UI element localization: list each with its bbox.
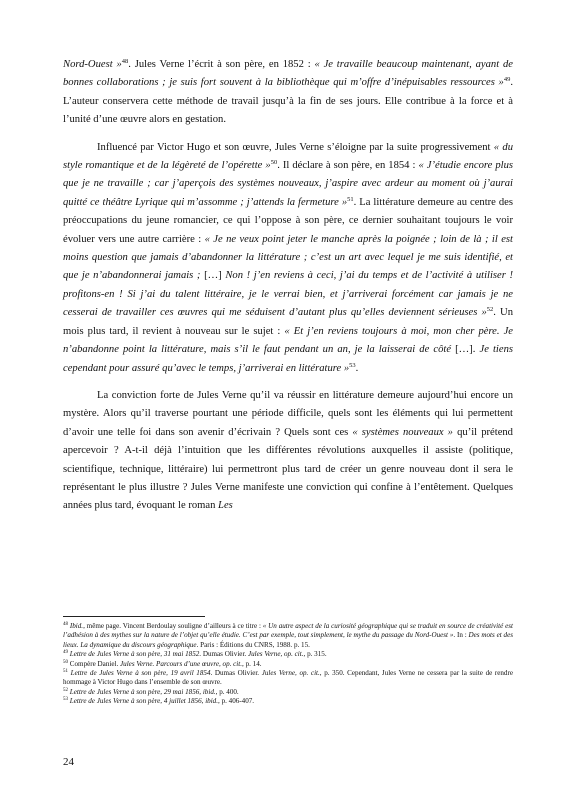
italic-text: Les <box>218 500 233 512</box>
footnote-reference: 53 <box>63 697 68 703</box>
paragraph-continuation <box>63 56 513 130</box>
text-run: , p. 14. <box>242 659 262 668</box>
paragraph-hugo-influence <box>63 139 513 378</box>
text-run: Influencé par Victor Hugo et son œuvre, Jules Verne s’éloigne par la suite progressivement <box>97 141 494 153</box>
footnote-reference: 52 <box>486 306 494 314</box>
text-run: La conviction forte de Jules Verne qu’il va réussir en littérature demeure aujourd’hui encore un mystère. Alors qu’il traverse pourtant une période difficile, quels sont les éléments qui lui permettent d’avoir une telle foi dans son avenir d’écrivain ? Quels sont ces <box>63 389 513 438</box>
footnote-50 <box>63 660 513 669</box>
text-run: . Paris : Éditions du CNRS, 1988. p. 15. <box>196 640 310 649</box>
text-run: , p. 406-407. <box>218 697 255 706</box>
footnote-48 <box>63 622 513 650</box>
italic-text: Non ! j’en reviens à ceci, j’ai du temps et de l’activité à utiliser ! profitons-en ! Si j’ai du talent littéraire, je le verrai bien, et j’arriverai forcément car jamais je ne cesserai de travailler ces œuvres qui me séduisent d’autant plus qu’elles deviennent sérieuses » <box>63 270 513 319</box>
italic-text: Des mots et des lieux. La dynamique du discours géographique <box>63 631 513 649</box>
body-text <box>63 56 513 525</box>
italic-text: « Un autre aspect de la curiosité géographique qui se traduit en source de créativité est l’adhésion à des mythes sur la nature de l’objet qu’elle étudie. C’est par exemple, tout simplement, le mythe du passage du Nord-Ouest » <box>63 622 513 640</box>
footnote-53 <box>63 697 513 706</box>
footnote-reference: 51 <box>63 669 68 675</box>
italic-text: Ibid. <box>69 622 84 630</box>
text-run: , même page. Vincent Berdoulay souligne d’ailleurs à ce titre : <box>83 622 263 630</box>
footnote-52 <box>63 688 513 697</box>
footnote-reference: 50 <box>63 659 68 665</box>
italic-text: « Et j’en reviens toujours à moi, mon cher père. Je n’abandonne point la littérature, mais s’il le faut pendant un an, je la laisserai de côté <box>63 325 513 356</box>
text-run: . <box>355 362 359 374</box>
paragraph-conviction <box>63 387 513 516</box>
text-run: […] <box>204 270 226 282</box>
footnote-reference: 48 <box>121 58 129 65</box>
text-run: , p. 315. <box>303 650 327 659</box>
italic-text: « Je ne veux point jeter le manche après la poignée ; loin de là ; il est moins question que jamais d’abandonner la littérature ; c’est un art avec lequel je me suis identifié, et que je n’abandonnerai jamais ; <box>63 233 513 282</box>
page-number: 24 <box>63 756 74 768</box>
text-run: . Il déclare à son père, en 1854 : <box>277 160 419 172</box>
text-run: . In : <box>453 631 469 640</box>
footnote-reference: 49 <box>63 650 68 656</box>
italic-text: Jules Verne, op. cit. <box>261 669 320 678</box>
footnotes <box>63 622 513 707</box>
footnote-reference: 50 <box>270 159 278 167</box>
footnote-51 <box>63 669 513 688</box>
text-run: . L’auteur conservera cette méthode de travail jusqu’à la fin de ses jours. Elle contribue à la force et à l’unité d’une œuvre alors en gestation. <box>63 77 513 126</box>
italic-text: Jules Verne. Parcours d’une œuvre, op. cit. <box>120 659 243 668</box>
italic-text: Lettre de Jules Verne à son père, 4 juillet 1856, ibid. <box>69 697 219 706</box>
text-run: , p. 350. Cependant, Jules Verne ne cessera par la suite de rendre hommage à Victor Hugo dans l’ensemble de son œuvre. <box>63 669 513 687</box>
text-run: , p. 400. <box>215 687 239 696</box>
text-run: Compère Daniel. <box>68 659 121 668</box>
italic-text: Je tiens cependant pour assuré qu’avec le temps, j’arriverai en littérature » <box>63 344 513 374</box>
footnote-reference: 49 <box>503 76 511 84</box>
italic-text: Lettre de Jules Verne à son père, 19 avril 1854 <box>70 669 211 678</box>
text-run: . Dumas Olivier. <box>210 669 262 678</box>
footnote-reference: 48 <box>63 622 68 627</box>
text-run: . Jules Verne l’écrit à son père, en 1852 : <box>128 59 315 70</box>
italic-text: « du style romantique et de la légèreté de l’opérette » <box>63 141 513 172</box>
italic-text: Lettre de Jules Verne à son père, 29 mai 1856, ibid. <box>69 687 216 696</box>
text-run: . Dumas Olivier. <box>199 650 248 659</box>
text-run: qu’il prétend apercevoir ? A-t-il déjà l’intuition que les différentes révolutions auxquelles il assiste (politique, scientifique, technique, littéraire) lui permettront plus tard de créer un genre nouveau dont il sera le représentant le plus illustre ? Jules Verne manifeste une conviction qui confine à l’entêtement. Quelques années plus tard, évoquant le roman <box>63 426 513 512</box>
text-run: . Un mois plus tard, il revient à nouveau sur le sujet : <box>63 307 513 337</box>
text-run: . La littérature demeure au centre des préoccupations du jeune romancier, ce qui l’oppose à son père, ce dernier souhaitant toujours le voir évoluer vers une autre carrière : <box>63 196 513 245</box>
italic-text: « Je travaille beaucoup maintenant, ayant de bonnes collaborations ; je suis fort souvent à la bibliothèque qui m’offre d’inépuisables ressources » <box>63 59 513 89</box>
footnote-reference: 52 <box>63 687 68 693</box>
italic-text: Nord-Ouest » <box>63 59 122 70</box>
footnote-49 <box>63 650 513 659</box>
footnote-reference: 51 <box>347 195 354 203</box>
text-run: […]. <box>455 344 480 356</box>
italic-text: « J’étudie encore plus que je ne travaille ; car j’aperçois des systèmes nouveaux, j’aspire avec ardeur au moment où j’aurai quitté ce théâtre Lyrique qui m’assomme ; j’attends la fermeture » <box>63 160 513 208</box>
footnote-reference: 53 <box>349 361 356 369</box>
footnote-separator <box>63 616 205 617</box>
italic-text: Lettre de Jules Verne à son père, 31 mai 1852 <box>69 650 200 659</box>
italic-text: Jules Verne, op. cit. <box>247 650 304 659</box>
italic-text: « systèmes nouveaux » <box>352 426 453 438</box>
